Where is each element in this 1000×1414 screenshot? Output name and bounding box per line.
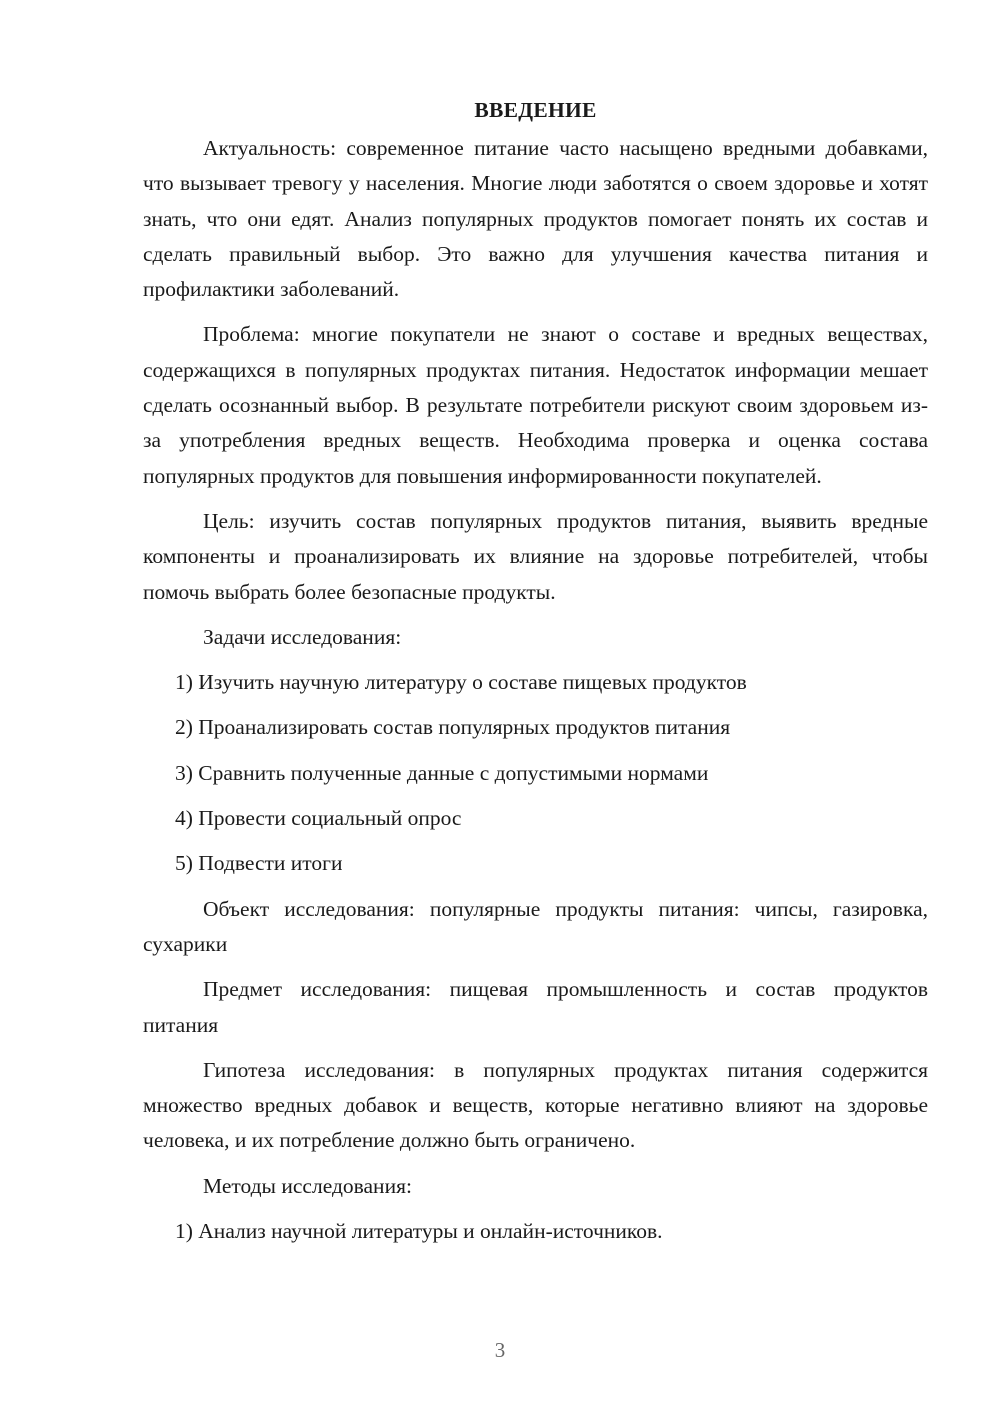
methods-list bbox=[143, 1214, 928, 1249]
subject-paragraph: Предмет исследования: пищевая промышленность и состав продуктов питания bbox=[143, 977, 928, 1037]
tasks-heading: Задачи исследования: bbox=[203, 624, 402, 649]
goal-paragraph: Цель: изучить состав популярных продуктов питания, выявить вредные компоненты и проанализировать их влияние на здоровье потребителей, чтобы помочь выбрать более безопасные продукты. bbox=[143, 508, 928, 604]
methods-heading: Методы исследования: bbox=[203, 1173, 412, 1198]
tasks-list bbox=[143, 665, 928, 881]
problem-paragraph: Проблема: многие покупатели не знают о составе и вредных веществах, содержащихся в популярных продуктах питания. Недостаток информации мешает сделать осознанный выбор. В результате потребители рискуют своим здоровьем из-за употребления вредных веществ. Необходима проверка и оценка состава популярных продуктов для повышения информированности покупателей. bbox=[143, 322, 928, 488]
page-number: 3 bbox=[494, 1338, 506, 1362]
task-item: 4) Провести социальный опрос bbox=[175, 806, 462, 831]
method-item: 1) Анализ научной литературы и онлайн-источников. bbox=[175, 1219, 663, 1244]
task-item: 5) Подвести итоги bbox=[175, 851, 343, 876]
relevance-paragraph: Актуальность: современное питание часто насыщено вредными добавками, что вызывает тревогу у населения. Многие люди заботятся о своем здоровье и хотят знать, что они едят. Анализ популярных продуктов помогает понять их состав и сделать правильный выбор. Это важно для улучшения качества питания и профилактики заболеваний. bbox=[143, 136, 928, 302]
hypothesis-paragraph: Гипотеза исследования: в популярных продуктах питания содержится множество вредных добавок и веществ, которые негативно влияют на здоровье человека, и их потребление должно быть ограничено. bbox=[143, 1057, 928, 1153]
document-page bbox=[143, 95, 928, 1259]
task-item: 1) Изучить научную литературу о составе пищевых продуктов bbox=[175, 670, 747, 695]
task-item: 2) Проанализировать состав популярных продуктов питания bbox=[175, 715, 731, 740]
object-paragraph: Объект исследования: популярные продукты питания: чипсы, газировка, сухарики bbox=[143, 896, 928, 956]
task-item: 3) Сравнить полученные данные с допустимыми нормами bbox=[175, 760, 709, 785]
page-title: ВВЕДЕНИЕ bbox=[474, 98, 597, 122]
